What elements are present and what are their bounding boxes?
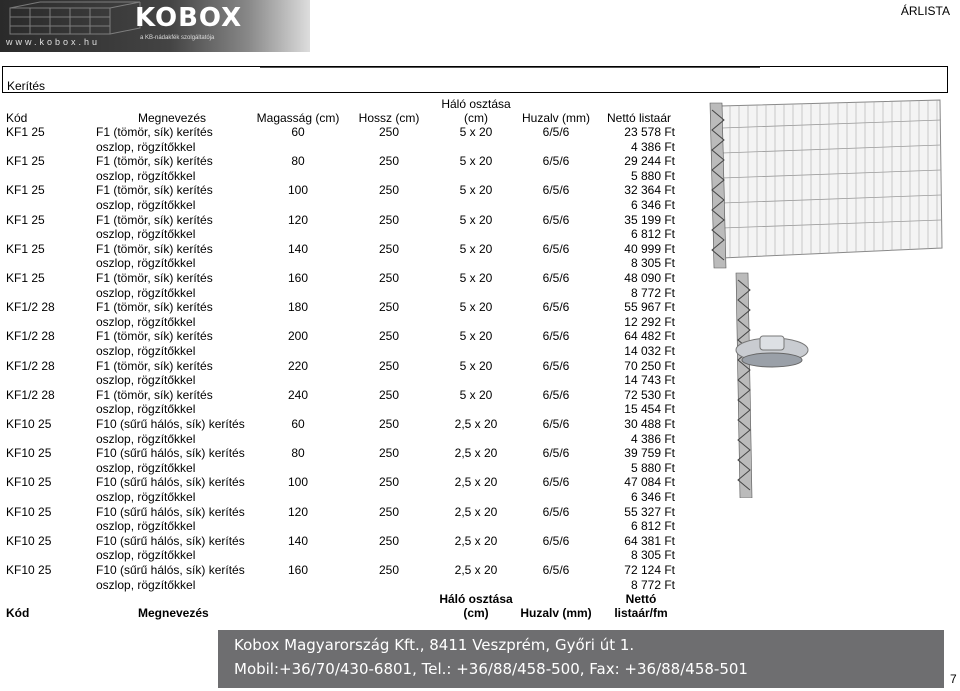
cell-magassag: 220 [287,358,309,373]
cell-accessory-price: 12 292 Ft [624,314,675,329]
cell-huzalv: 6/5/6 [542,533,570,548]
cell-accessory: oszlop, rögzítőkkel [96,139,196,154]
cell-megnevezes: F10 (sűrű hálós, sík) kerítés [96,475,245,490]
cell-netto: 64 381 Ft [624,533,675,548]
col-header-magassag: Magasság (cm) [256,111,340,125]
cell-kod: KF1/2 28 [6,358,55,373]
cell-megnevezes: F1 (tömör, sík) kerítés [96,125,213,139]
cell-hossz: 250 [378,154,400,169]
cell-halo: 2,5 x 20 [454,446,498,461]
footer-header-halo-line1: Háló osztása [439,592,513,606]
cell-magassag: 100 [287,475,309,490]
cell-hossz: 250 [378,329,400,344]
contact-address: Kobox Magyarország Kft., 8411 Veszprém, Győri út 1. [234,636,635,654]
cell-accessory: oszlop, rögzítőkkel [96,285,196,300]
cell-halo: 5 x 20 [459,212,493,227]
col-header-halo-line2: (cm) [464,111,488,125]
cell-kod: KF1/2 28 [6,300,55,315]
cell-hossz: 250 [378,504,400,519]
cell-megnevezes: F1 (tömör, sík) kerítés [96,183,213,198]
logo-brand: KOBOX [135,3,243,33]
cell-hossz: 250 [378,563,400,577]
cell-halo: 2,5 x 20 [454,563,498,577]
fence-post-graphic-bottom [736,273,752,498]
cell-accessory-price: 6 346 Ft [630,198,675,212]
footer-header-netto-line2: listaár/fm [614,606,668,620]
cell-accessory: oszlop, rögzítőkkel [96,577,196,592]
cell-accessory-price: 5 880 Ft [630,460,675,475]
cell-halo: 2,5 x 20 [454,504,498,519]
cell-hossz: 250 [378,300,400,315]
cell-kod: KF10 25 [6,533,52,548]
footer-header-kod: Kód [6,606,30,620]
cell-magassag: 180 [287,300,309,315]
section-title: Kerítés [7,79,46,93]
cell-huzalv: 6/5/6 [542,183,570,198]
cell-kod: KF1 25 [6,212,45,227]
cell-huzalv: 6/5/6 [542,300,570,315]
cell-halo: 5 x 20 [459,125,493,139]
cell-netto: 55 967 Ft [624,300,675,315]
cell-huzalv: 6/5/6 [542,563,570,577]
cell-huzalv: 6/5/6 [542,154,570,169]
contact-banner [218,630,944,688]
cell-magassag: 60 [291,417,305,431]
cell-kod: KF10 25 [6,504,52,519]
cell-accessory: oszlop, rögzítőkkel [96,344,196,358]
cell-huzalv: 6/5/6 [542,475,570,490]
section-header [2,66,948,93]
cell-accessory: oszlop, rögzítőkkel [96,548,196,563]
cell-hossz: 250 [378,446,400,461]
cell-hossz: 250 [378,271,400,285]
cell-magassag: 160 [287,563,309,577]
cell-megnevezes: F1 (tömör, sík) kerítés [96,358,213,373]
cell-netto: 35 199 Ft [624,212,675,227]
cell-accessory-price: 15 454 Ft [624,402,675,417]
col-header-huzalv: Huzalv (mm) [522,111,590,125]
cell-kod: KF1 25 [6,154,45,169]
cell-netto: 72 530 Ft [624,387,675,402]
footer-header-halo-line2: (cm) [463,606,489,620]
cell-accessory-price: 14 743 Ft [624,373,675,388]
cell-magassag: 60 [291,125,305,139]
cell-kod: KF1/2 28 [6,329,55,344]
cell-huzalv: 6/5/6 [542,358,570,373]
cell-kod: KF1/2 28 [6,387,55,402]
cell-accessory: oszlop, rögzítőkkel [96,256,196,271]
cell-hossz: 250 [378,183,400,198]
cell-megnevezes: F10 (sűrű hálós, sík) kerítés [96,533,245,548]
cell-netto: 32 364 Ft [624,183,675,198]
cell-kod: KF10 25 [6,563,52,577]
cell-megnevezes: F10 (sűrű hálós, sík) kerítés [96,446,245,461]
cell-huzalv: 6/5/6 [542,271,570,285]
cell-halo: 2,5 x 20 [454,475,498,490]
cell-netto: 29 244 Ft [624,154,675,169]
cell-megnevezes: F10 (sűrű hálós, sík) kerítés [96,504,245,519]
footer-header-netto-line1: Nettó [625,592,657,606]
cell-halo: 5 x 20 [459,387,493,402]
cell-halo: 5 x 20 [459,183,493,198]
cell-halo: 2,5 x 20 [454,417,498,431]
cell-kod: KF1 25 [6,183,45,198]
fence-panel-graphic [720,100,942,258]
footer-header-megnevezes: Megnevezés [138,606,209,620]
cell-halo: 2,5 x 20 [454,533,498,548]
col-header-netto: Nettó listaár [606,111,672,125]
cell-megnevezes: F1 (tömör, sík) kerítés [96,329,213,344]
cell-halo: 5 x 20 [459,154,493,169]
cell-netto: 30 488 Ft [624,417,675,431]
document-title: ÁRLISTA [900,4,950,18]
cell-accessory-price: 6 346 Ft [630,490,675,504]
cell-netto: 23 578 Ft [624,125,675,139]
cell-halo: 5 x 20 [459,358,493,373]
cell-kod: KF10 25 [6,417,52,431]
logo-url: www.kobox.hu [6,37,101,47]
cell-accessory: oszlop, rögzítőkkel [96,227,196,242]
cell-megnevezes: F1 (tömör, sík) kerítés [96,241,213,256]
cell-hossz: 250 [378,212,400,227]
cell-accessory: oszlop, rögzítőkkel [96,460,196,475]
cell-netto: 55 327 Ft [624,504,675,519]
cell-magassag: 120 [287,504,309,519]
cell-accessory-price: 8 305 Ft [630,256,675,271]
cell-accessory: oszlop, rögzítőkkel [96,314,196,329]
cell-accessory-price: 4 386 Ft [630,139,675,154]
cell-megnevezes: F1 (tömör, sík) kerítés [96,271,213,285]
cell-netto: 40 999 Ft [624,241,675,256]
fence-product-image [700,98,950,498]
cell-accessory: oszlop, rögzítőkkel [96,519,196,534]
cell-accessory: oszlop, rögzítőkkel [96,490,196,504]
cell-accessory-price: 6 812 Ft [630,519,675,534]
cell-netto: 47 084 Ft [624,475,675,490]
cell-magassag: 140 [287,241,309,256]
col-header-kod: Kód [6,111,28,125]
cell-halo: 5 x 20 [459,241,493,256]
cell-kod: KF10 25 [6,475,52,490]
col-header-hossz: Hossz (cm) [358,111,420,125]
cell-hossz: 250 [378,241,400,256]
cell-halo: 5 x 20 [459,300,493,315]
cell-magassag: 140 [287,533,309,548]
cell-kod: KF10 25 [6,446,52,461]
cell-megnevezes: F1 (tömör, sík) kerítés [96,154,213,169]
cell-netto: 64 482 Ft [624,329,675,344]
cell-magassag: 80 [291,154,305,169]
cell-netto: 72 124 Ft [624,563,675,577]
cell-hossz: 250 [378,533,400,548]
cell-halo: 5 x 20 [459,329,493,344]
cell-accessory-price: 8 305 Ft [630,548,675,563]
cell-accessory-price: 4 386 Ft [630,431,675,446]
cell-halo: 5 x 20 [459,271,493,285]
cell-huzalv: 6/5/6 [542,329,570,344]
cell-huzalv: 6/5/6 [542,241,570,256]
cell-hossz: 250 [378,417,400,431]
cell-magassag: 160 [287,271,309,285]
cell-accessory: oszlop, rögzítőkkel [96,402,196,417]
cell-megnevezes: F10 (sűrű hálós, sík) kerítés [96,417,245,431]
cell-huzalv: 6/5/6 [542,212,570,227]
cell-kod: KF1 25 [6,125,45,139]
col-header-megnevezes: Megnevezés [138,111,207,125]
cell-accessory-price: 8 772 Ft [630,577,675,592]
cell-megnevezes: F10 (sűrű hálós, sík) kerítés [96,563,245,577]
cell-accessory: oszlop, rögzítőkkel [96,168,196,183]
cell-huzalv: 6/5/6 [542,504,570,519]
cell-huzalv: 6/5/6 [542,387,570,402]
cell-accessory-price: 8 772 Ft [630,285,675,300]
cell-kod: KF1 25 [6,241,45,256]
cell-magassag: 80 [291,446,305,461]
cell-hossz: 250 [378,475,400,490]
cell-accessory-price: 5 880 Ft [630,168,675,183]
col-header-halo-line1: Háló osztása [441,97,511,111]
logo-subtitle: a KB-nádakfék szolgáltatója [140,35,215,41]
cell-magassag: 100 [287,183,309,198]
contact-phones: Mobil:+36/70/430-6801, Tel.: +36/88/458-500, Fax: +36/88/458-501 [234,660,748,678]
cell-accessory-price: 14 032 Ft [624,344,675,358]
cell-accessory: oszlop, rögzítőkkel [96,373,196,388]
cell-accessory: oszlop, rögzítőkkel [96,431,196,446]
cell-accessory: oszlop, rögzítőkkel [96,198,196,212]
cell-hossz: 250 [378,125,400,139]
page-number: 7 [950,672,957,686]
cell-huzalv: 6/5/6 [542,417,570,431]
cell-netto: 70 250 Ft [624,358,675,373]
cell-huzalv: 6/5/6 [542,446,570,461]
cell-megnevezes: F1 (tömör, sík) kerítés [96,300,213,315]
cell-hossz: 250 [378,387,400,402]
footer-header-huzalv: Huzalv (mm) [520,606,592,620]
cell-magassag: 120 [287,212,309,227]
cell-accessory-price: 6 812 Ft [630,227,675,242]
cell-megnevezes: F1 (tömör, sík) kerítés [96,387,213,402]
cell-magassag: 240 [287,387,309,402]
cell-hossz: 250 [378,358,400,373]
cell-kod: KF1 25 [6,271,45,285]
company-logo [0,0,310,52]
cell-huzalv: 6/5/6 [542,125,570,139]
cell-netto: 39 759 Ft [624,446,675,461]
cell-magassag: 200 [287,329,309,344]
cell-megnevezes: F1 (tömör, sík) kerítés [96,212,213,227]
cell-netto: 48 090 Ft [624,271,675,285]
